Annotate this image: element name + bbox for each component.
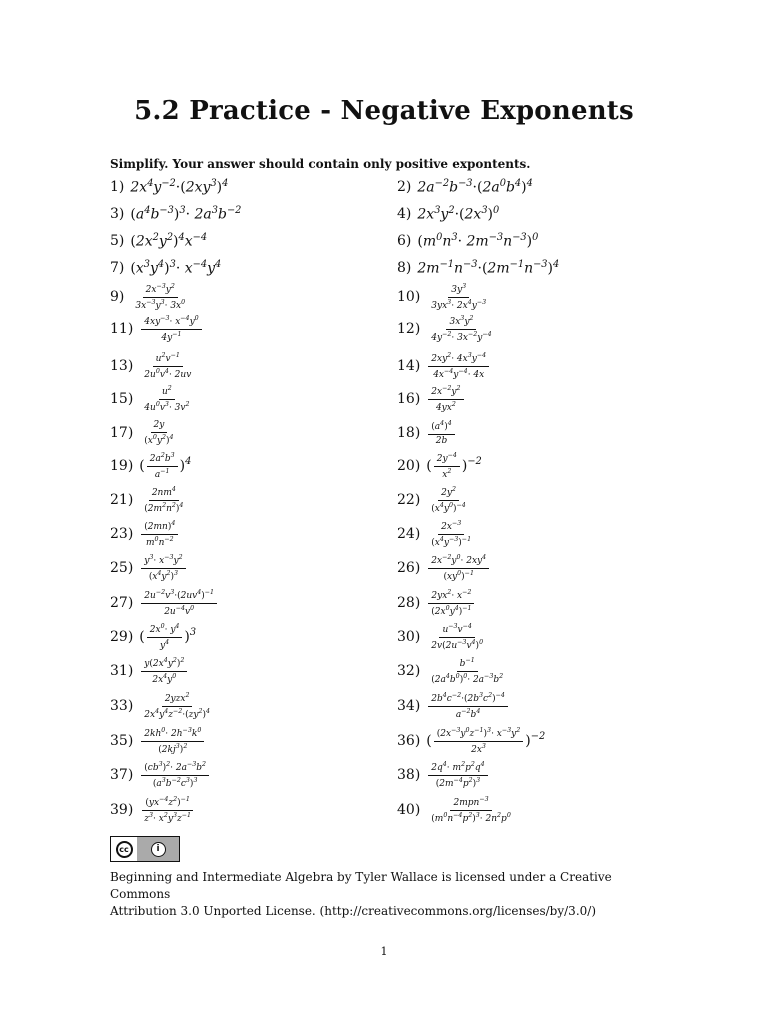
problem-11 bbox=[110, 314, 204, 344]
problem-expression: $\frac{4xy^{-3}\cdot x^{-4}y^0}{4y^{-1}}$ bbox=[139, 315, 203, 343]
problem-expression: $\frac{3x^3y^2}{4y^{-2}\cdot 3x^{-2}y^{-4}}$ bbox=[431, 315, 492, 343]
license-line-2: Attribution 3.0 Unported License. (http://creativecommons.org/licenses/by/3.0/) bbox=[110, 904, 596, 918]
problem-25 bbox=[110, 553, 188, 583]
problem-number: 14) bbox=[397, 358, 421, 374]
problem-expression: $\frac{3y^3}{3yx^3\cdot 2x^4y^{-3}}$ bbox=[431, 283, 487, 311]
problem-number: 39) bbox=[110, 802, 134, 818]
problem-3 bbox=[110, 199, 241, 229]
license-line-1: Beginning and Intermediate Algebra by Tyler Wallace is licensed under a Creative Commons bbox=[110, 870, 612, 901]
problem-12 bbox=[397, 314, 497, 344]
problem-number: 11) bbox=[110, 321, 134, 337]
by-section bbox=[137, 837, 179, 861]
problem-expression: $\frac{2nm^4}{(2m^2n^2)^4}$ bbox=[144, 486, 184, 514]
problem-expression: $\frac{2x^{-2}y^0\cdot 2xy^4}{(xy^0)^{-1}}$ bbox=[426, 554, 491, 582]
creative-commons-badge bbox=[110, 836, 180, 862]
cc-icon: cc bbox=[116, 841, 133, 858]
problem-expression: $\frac{(2mn)^4}{m^0n^{-2}}$ bbox=[139, 520, 180, 548]
problem-5 bbox=[110, 226, 207, 256]
problem-number: 27) bbox=[110, 595, 134, 611]
problem-number: 1) bbox=[110, 179, 125, 195]
problem-number: 21) bbox=[110, 492, 134, 508]
problem-31 bbox=[110, 656, 189, 686]
problem-number: 31) bbox=[110, 663, 134, 679]
problem-expression: ( $\frac{2x^0\cdot y^4}{y^4}$ )$^3$ bbox=[139, 623, 197, 651]
problem-expression: $(x^3y^4)^3\cdot x^{-4}y^4$ bbox=[130, 259, 222, 277]
problem-expression: $\frac{2mpn^{-3}}{(m^0n^{-4}p^2)^3\cdot 2n^2p^0}$ bbox=[431, 796, 511, 824]
problem-expression: $2x^4y^{-2}\cdot(2xy^3)^4$ bbox=[130, 178, 229, 196]
problem-number: 16) bbox=[397, 391, 421, 407]
problem-expression: $\frac{2b^4c^{-2}\cdot(2b^3c^2)^{-4}}{a^{-2}b^4}$ bbox=[426, 692, 510, 720]
problem-expression: $2a^{-2}b^{-3}\cdot(2a^0b^4)^4$ bbox=[417, 178, 533, 196]
problem-expression: $\frac{(a^4)^4}{2b}$ bbox=[426, 420, 456, 446]
problem-number: 33) bbox=[110, 698, 134, 714]
problem-number: 5) bbox=[110, 233, 125, 249]
problem-number: 38) bbox=[397, 767, 421, 783]
problem-21 bbox=[110, 485, 188, 515]
problem-expression: $\frac{2xy^2\cdot 4x^3y^{-4}}{4x^{-4}y^{-4}\cdot 4x}$ bbox=[426, 352, 491, 380]
problem-number: 37) bbox=[110, 767, 134, 783]
problem-7 bbox=[110, 253, 221, 283]
problem-number: 22) bbox=[397, 492, 421, 508]
problem-number: 18) bbox=[397, 425, 421, 441]
problem-expression: $\frac{2x^{-3}}{(x^4y^{-3})^{-1}}$ bbox=[431, 520, 472, 548]
problem-expression: $\frac{2x^{-2}y^2}{4yx^2}$ bbox=[426, 385, 465, 413]
problem-6 bbox=[397, 226, 538, 256]
problem-1 bbox=[110, 172, 228, 202]
problem-expression: $\frac{2kh^0\cdot 2h^{-3}k^0}{(2kj^3)^2}$ bbox=[139, 727, 206, 755]
problem-16 bbox=[397, 384, 466, 414]
problem-20 bbox=[397, 451, 482, 481]
attribution-icon: i bbox=[151, 842, 166, 857]
problem-19 bbox=[110, 451, 191, 481]
problem-number: 9) bbox=[110, 289, 125, 305]
problem-number: 26) bbox=[397, 560, 421, 576]
problem-22 bbox=[397, 485, 471, 515]
instructions: Simplify. Your answer should contain only positive expontents. bbox=[110, 157, 531, 171]
problem-23 bbox=[110, 519, 180, 549]
problem-26 bbox=[397, 553, 491, 583]
problem-39 bbox=[110, 795, 196, 825]
problem-number: 12) bbox=[397, 321, 421, 337]
problem-expression: $(m^0n^3\cdot 2m^{-3}n^{-3})^0$ bbox=[417, 232, 539, 250]
problem-9 bbox=[110, 282, 190, 312]
problem-expression: ( $\frac{(2x^{-3}y^0z^{-1})^3\cdot x^{-3}y^2}{2x^3}$ )$^{-2}$ bbox=[426, 727, 546, 755]
problem-number: 13) bbox=[110, 358, 134, 374]
problem-expression: $\frac{2y^2}{(x^4y^0)^{-4}}$ bbox=[431, 486, 466, 514]
problem-expression: ( $\frac{2y^{-4}}{x^2}$ )$^{-2}$ bbox=[426, 452, 482, 480]
problem-expression: $\frac{2yzx^2}{2x^4y^4z^{-2}\cdot(zy^2)^4}$ bbox=[144, 692, 211, 720]
page-title: 5.2 Practice - Negative Exponents bbox=[134, 96, 634, 126]
problem-28 bbox=[397, 588, 477, 618]
problem-expression: $\frac{2x^{-3}y^2}{3x^{-3}y^3\cdot 3x^0}$ bbox=[135, 283, 186, 311]
problem-13 bbox=[110, 351, 196, 381]
problem-30 bbox=[397, 622, 488, 652]
problem-expression: $\frac{2u^{-2}v^3\cdot(2uv^4)^{-1}}{2u^{-4}v^0}$ bbox=[139, 589, 219, 617]
problem-number: 24) bbox=[397, 526, 421, 542]
problem-37 bbox=[110, 760, 211, 790]
problem-2 bbox=[397, 172, 533, 202]
problem-4 bbox=[397, 199, 499, 229]
problem-24 bbox=[397, 519, 476, 549]
problem-expression: $\frac{y(2x^4y^2)^2}{2x^4y^0}$ bbox=[139, 657, 189, 685]
problem-number: 7) bbox=[110, 260, 125, 276]
problem-10 bbox=[397, 282, 491, 312]
problem-number: 4) bbox=[397, 206, 412, 222]
problem-number: 20) bbox=[397, 458, 421, 474]
problem-35 bbox=[110, 726, 206, 756]
problem-number: 17) bbox=[110, 425, 134, 441]
problem-expression: $\frac{2y}{(x^0y^2)^4}$ bbox=[144, 420, 174, 446]
problem-number: 6) bbox=[397, 233, 412, 249]
problem-8 bbox=[397, 253, 559, 283]
problem-number: 29) bbox=[110, 629, 134, 645]
problem-number: 8) bbox=[397, 260, 412, 276]
problem-expression: $\frac{u^2v^{-1}}{2u^0v^4\cdot 2uv}$ bbox=[144, 352, 192, 380]
problem-expression: $2x^3y^2\cdot(2x^3)^0$ bbox=[417, 205, 500, 223]
problem-number: 40) bbox=[397, 802, 421, 818]
problem-number: 25) bbox=[110, 560, 134, 576]
problem-expression: $\frac{u^2}{4u^0v^3\cdot 3v^2}$ bbox=[144, 385, 190, 413]
problem-36 bbox=[397, 726, 545, 756]
license-text bbox=[110, 869, 670, 920]
problem-number: 15) bbox=[110, 391, 134, 407]
problem-expression: $\frac{2yx^2\cdot x^{-2}}{(2x^0y^4)^{-1}}$ bbox=[426, 589, 476, 617]
problem-number: 19) bbox=[110, 458, 134, 474]
problem-33 bbox=[110, 691, 215, 721]
problem-17 bbox=[110, 418, 179, 448]
problem-number: 36) bbox=[397, 733, 421, 749]
problem-number: 3) bbox=[110, 206, 125, 222]
problem-15 bbox=[110, 384, 195, 414]
problem-27 bbox=[110, 588, 219, 618]
problem-expression: $\frac{b^{-1}}{(2a^4b^0)^0\cdot 2a^{-3}b^2}$ bbox=[431, 657, 504, 685]
problem-expression: $\frac{y^3\cdot x^{-3}y^2}{(x^4y^2)^3}$ bbox=[139, 554, 187, 582]
problem-number: 2) bbox=[397, 179, 412, 195]
problem-expression: $\frac{2q^4\cdot m^2p^2q^4}{(2m^{-4}p^2)^3}$ bbox=[426, 761, 489, 789]
problem-number: 30) bbox=[397, 629, 421, 645]
problem-number: 32) bbox=[397, 663, 421, 679]
problem-34 bbox=[397, 691, 510, 721]
problem-number: 28) bbox=[397, 595, 421, 611]
problem-number: 23) bbox=[110, 526, 134, 542]
problem-expression: $2m^{-1}n^{-3}\cdot(2m^{-1}n^{-3})^4$ bbox=[417, 259, 560, 277]
problem-number: 34) bbox=[397, 698, 421, 714]
problem-14 bbox=[397, 351, 491, 381]
problem-29 bbox=[110, 622, 196, 652]
problem-18 bbox=[397, 418, 457, 448]
cc-logo-section bbox=[111, 837, 137, 861]
problem-38 bbox=[397, 760, 490, 790]
problem-expression: $(2x^2y^2)^4x^{-4}$ bbox=[130, 232, 208, 250]
problem-40 bbox=[397, 795, 516, 825]
problem-expression: $\frac{(cb^3)^2\cdot 2a^{-3}b^2}{(a^3b^{-2}c^3)^3}$ bbox=[139, 761, 211, 789]
problem-32 bbox=[397, 656, 508, 686]
problem-expression: $\frac{u^{-3}v^{-4}}{2v(2u^{-3}v^4)^0}$ bbox=[431, 623, 484, 651]
problem-expression: ( $\frac{2a^2b^3}{a^{-1}}$ )$^4$ bbox=[139, 452, 192, 480]
problem-number: 10) bbox=[397, 289, 421, 305]
page-number: 1 bbox=[380, 945, 388, 958]
problem-expression: $\frac{(yx^{-4}z^2)^{-1}}{z^3\cdot x^2y^3z^{-1}}$ bbox=[144, 796, 192, 824]
problem-number: 35) bbox=[110, 733, 134, 749]
problem-expression: $(a^4b^{-3})^3\cdot 2a^3b^{-2}$ bbox=[130, 205, 242, 223]
